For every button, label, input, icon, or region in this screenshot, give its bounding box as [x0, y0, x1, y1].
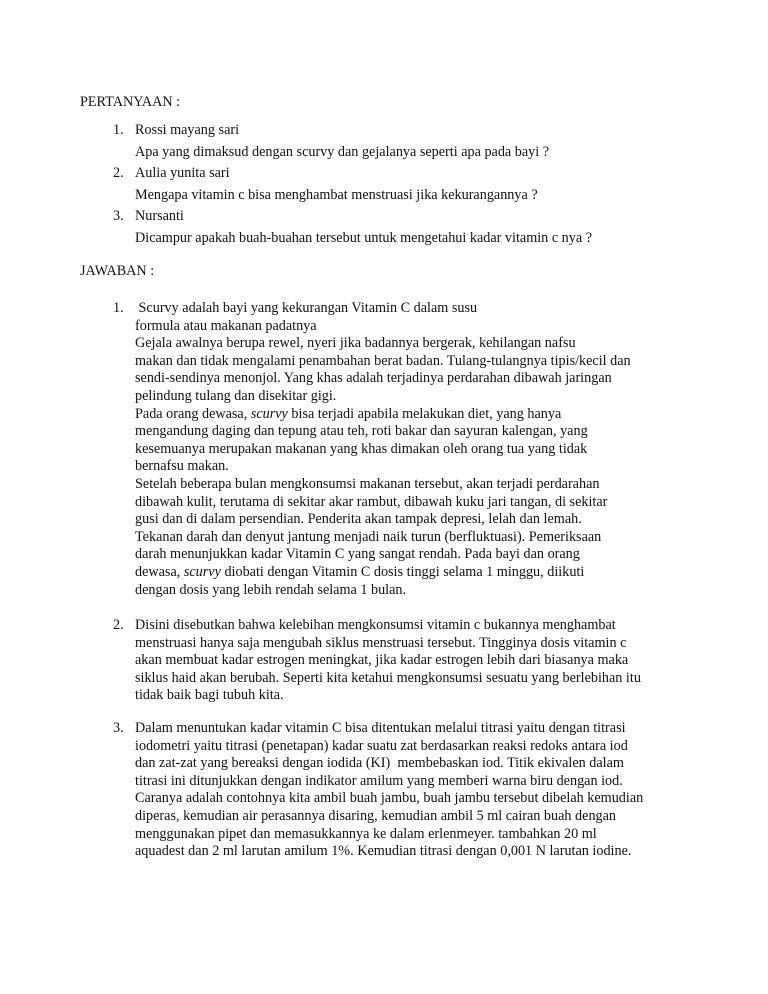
question-line	[135, 230, 592, 247]
answer-line	[135, 582, 406, 599]
text-segment: Dalam menuntukan kadar vitamin C bisa ditentukan melalui titrasi yaitu dengan titrasi	[135, 720, 626, 736]
text-segment: Rossi mayang sari	[135, 122, 240, 138]
answer-line	[135, 670, 641, 687]
answer-line	[135, 441, 587, 458]
text-segment: diperas, kemudian air perasannya disaring, kemudian ambil 5 ml cairan buah dengan	[135, 808, 617, 824]
answer-line	[135, 388, 336, 405]
question-number: 3.	[113, 208, 124, 224]
answer-line	[135, 494, 607, 511]
text-segment: Aulia yunita sari	[135, 165, 230, 181]
text-segment: menstruasi hanya saja mengubah siklus menstruasi tersebut. Tingginya dosis vitamin c	[135, 634, 627, 651]
answer-line	[135, 617, 616, 634]
text-segment: Disini disebutkan bahwa kelebihan mengkonsumsi vitamin c bukannya menghambat	[135, 617, 616, 633]
text-segment: siklus haid akan berubah. Seperti kita ketahui mengkonsumsi sesuatu yang berlebihan itu	[135, 669, 641, 686]
questions-heading: PERTANYAAN :	[80, 94, 181, 110]
answer-line	[135, 790, 643, 807]
text-segment: bernafsu makan.	[135, 458, 229, 475]
answer-line	[135, 652, 628, 669]
answer-line	[135, 370, 612, 387]
answer-line	[135, 546, 580, 563]
text-segment: menggunakan pipet dan memasukkannya ke dalam erlenmeyer. tambahkan 20 ml	[135, 825, 597, 842]
text-segment: sendi-sendinya menonjol. Yang khas adalah terjadinya perdarahan dibawah jaringan	[135, 370, 612, 387]
text-segment: Caranya adalah contohnya kita ambil buah jambu, buah jambu tersebut dibelah kemudian	[135, 790, 644, 807]
text-segment: Scurvy adalah bayi yang kekurangan Vitamin C dalam susu	[135, 300, 478, 316]
text-segment: Dicampur apakah buah-buahan tersebut untuk mengetahui kadar vitamin c nya ?	[135, 229, 592, 246]
answers-heading: JAWABAN :	[80, 263, 155, 279]
answer-line	[135, 476, 599, 493]
answer-line	[135, 687, 284, 704]
question-line	[135, 208, 184, 225]
answer-line	[135, 335, 576, 352]
text-segment: Gejala awalnya berupa rewel, nyeri jika badannya bergerak, kehilangan nafsu	[135, 335, 576, 352]
text-segment: aquadest dan 2 ml larutan amilum 1%. Kemudian titrasi dengan 0,001 N larutan iodine.	[135, 843, 632, 860]
text-segment: akan membuat kadar estrogen meningkat, jika kadar estrogen lebih dari biasanya maka	[135, 652, 629, 669]
text-segment: Pada orang dewasa,	[135, 405, 251, 422]
text-segment: gusi dan di dalam persendian. Penderita akan tampak depresi, lelah dan lemah.	[135, 511, 582, 528]
italic-term: scurvy	[183, 564, 221, 580]
text-segment: Mengapa vitamin c bisa menghambat menstruasi jika kekurangannya ?	[135, 186, 538, 203]
text-segment: dibawah kulit, terutama di sekitar akar rambut, dibawah kuku jari tangan, di sekitar	[135, 493, 608, 510]
answer-line	[135, 511, 582, 528]
question-line	[135, 165, 230, 182]
question-line	[135, 144, 549, 161]
text-segment: makan dan tidak mengalami penambahan berat badan. Tulang-tulangnya tipis/kecil dan	[135, 352, 631, 369]
answer-line	[135, 826, 597, 843]
answer-line	[135, 738, 628, 755]
text-segment: Tekanan darah dan denyut jantung menjadi naik turun (berfluktuasi). Pemeriksaan	[135, 528, 602, 545]
text-segment: iodometri yaitu titrasi (penetapan) kadar suatu zat berdasarkan reaksi redoks antara iod	[135, 737, 628, 754]
text-segment: Setelah beberapa bulan mengkonsumsi makanan tersebut, akan terjadi perdarahan	[135, 476, 600, 492]
text-segment: dengan dosis yang lebih rendah selama 1 bulan.	[135, 581, 407, 598]
answer-line	[135, 423, 588, 440]
text-segment: tidak baik bagi tubuh kita.	[135, 687, 284, 704]
answer-line	[135, 755, 624, 772]
question-line	[135, 187, 538, 204]
text-segment: dan zat-zat yang bereaksi dengan iodida (KI) membebaskan iod. Titik ekivalen dalam	[135, 755, 624, 772]
question-number: 2.	[113, 165, 124, 181]
answer-line	[135, 808, 616, 825]
answer-line	[135, 720, 626, 737]
answer-line	[135, 353, 631, 370]
answer-number: 3.	[113, 720, 124, 736]
answer-line	[135, 635, 626, 652]
answer-line	[135, 318, 317, 335]
italic-term: scurvy	[250, 405, 288, 422]
text-segment: titrasi ini ditunjukkan dengan indikator amilum yang memberi warna biru dengan iod.	[135, 772, 623, 789]
answer-line	[135, 406, 561, 423]
text-segment: formula atau makanan padatnya	[135, 317, 317, 334]
answer-line	[135, 773, 623, 790]
text-segment: kesemuanya merupakan makanan yang khas dimakan oleh orang tua yang tidak	[135, 440, 588, 457]
text-segment: Nursanti	[135, 208, 184, 224]
text-segment: mengandung daging dan tepung atau teh, roti bakar dan sayuran kalengan, yang	[135, 423, 588, 440]
text-segment: Apa yang dimaksud dengan scurvy dan gejalanya seperti apa pada bayi ?	[135, 143, 550, 160]
answer-line	[135, 564, 584, 581]
text-segment: darah menunjukkan kadar Vitamin C yang sangat rendah. Pada bayi dan orang	[135, 546, 580, 563]
answer-number: 2.	[113, 617, 124, 633]
text-segment: dewasa,	[135, 564, 184, 580]
answer-line	[135, 300, 477, 317]
answer-line	[135, 529, 601, 546]
question-number: 1.	[113, 122, 124, 138]
answer-line	[135, 458, 229, 475]
question-line	[135, 122, 239, 139]
text-segment: bisa terjadi apabila melakukan diet, yang hanya	[287, 405, 562, 422]
text-segment: pelindung tulang dan disekitar gigi.	[135, 388, 337, 404]
answer-line	[135, 843, 631, 860]
text-segment: diobati dengan Vitamin C dosis tinggi selama 1 minggu, diikuti	[220, 564, 585, 580]
answer-number: 1.	[113, 300, 124, 316]
